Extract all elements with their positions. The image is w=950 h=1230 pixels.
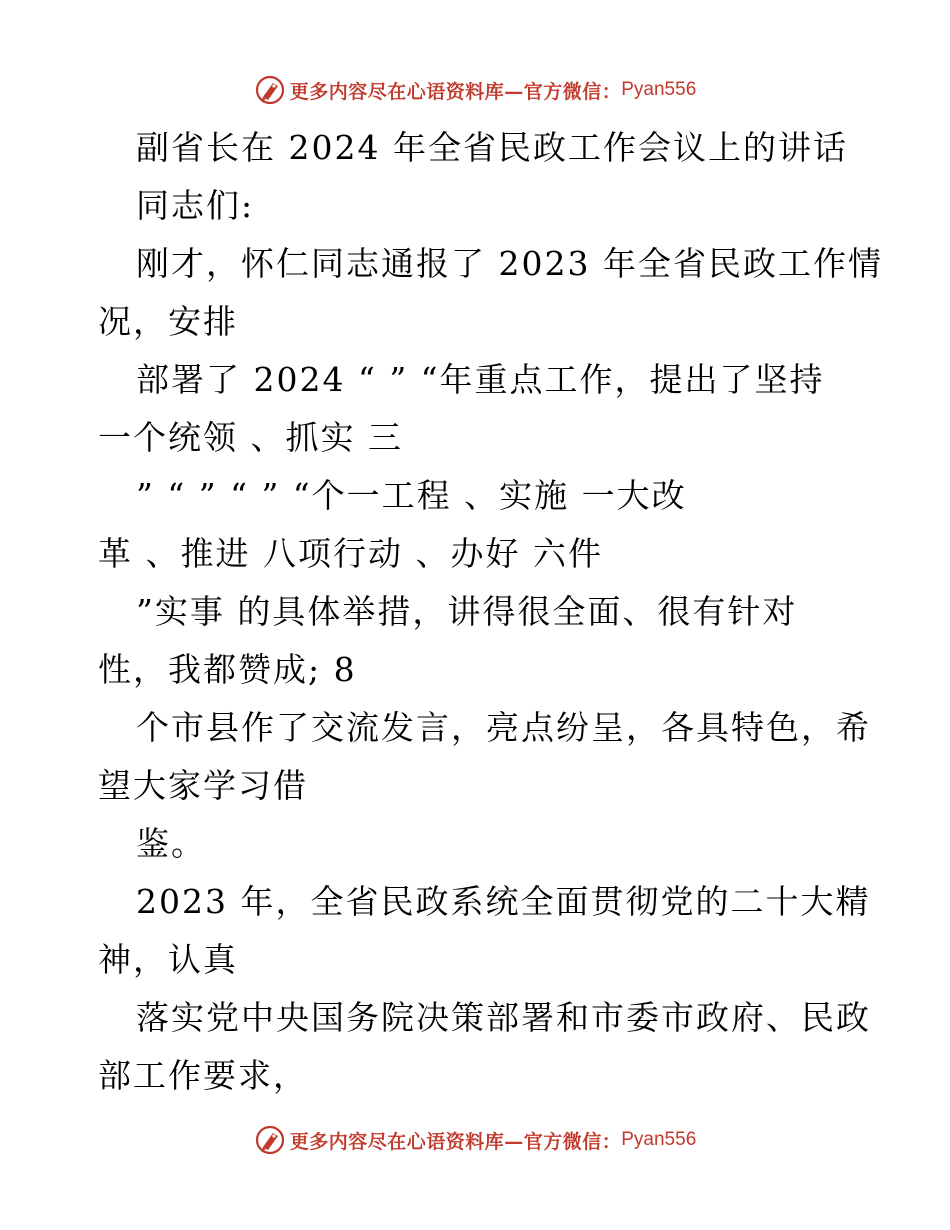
text-line: 性，我都赞成; 8	[98, 650, 357, 689]
text-line: 个市县作了交流发言，亮点纷呈，各具特色，希	[136, 708, 871, 747]
banner-text: 更多内容尽在心语资料库—官方微信：	[289, 80, 622, 103]
text-line: 落实党中央国务院决策部署和市委市政府、民政	[136, 998, 871, 1037]
header-banner	[0, 70, 950, 110]
footer-banner	[0, 1120, 950, 1160]
text-line: 革 、推进 八项行动 、办好 六件	[98, 534, 603, 573]
pen-nib-circle-icon	[254, 1124, 286, 1156]
text-line: ” “ ” “ ” “个一工程 、实施 一大改	[136, 476, 687, 515]
banner-wechat-id: Pyan556	[621, 1129, 697, 1150]
text-line: 神，认真	[98, 940, 238, 979]
text-line: 刚才，怀仁同志通报了 2023 年全省民政工作情	[136, 244, 883, 283]
banner-text: 更多内容尽在心语资料库—官方微信：	[289, 1130, 622, 1153]
text-line: 况，安排	[98, 302, 238, 341]
salutation: 同志们:	[136, 186, 255, 225]
text-line: 一个统领 、抓实 三	[98, 418, 403, 457]
banner-wechat-id: Pyan556	[621, 79, 697, 100]
text-line: 鉴。	[136, 824, 206, 863]
text-line: 望大家学习借	[98, 766, 308, 805]
text-line: 2023 年，全省民政系统全面贯彻党的二十大精	[136, 882, 871, 921]
text-line: 部工作要求，	[98, 1056, 308, 1095]
text-line: 部署了 2024 “ ” “年重点工作，提出了坚持	[136, 360, 825, 399]
pen-nib-circle-icon	[254, 74, 286, 106]
text-line: ”实事 的具体举措，讲得很全面、很有针对	[136, 592, 798, 631]
document-title: 副省长在 2024 年全省民政工作会议上的讲话	[136, 128, 848, 167]
